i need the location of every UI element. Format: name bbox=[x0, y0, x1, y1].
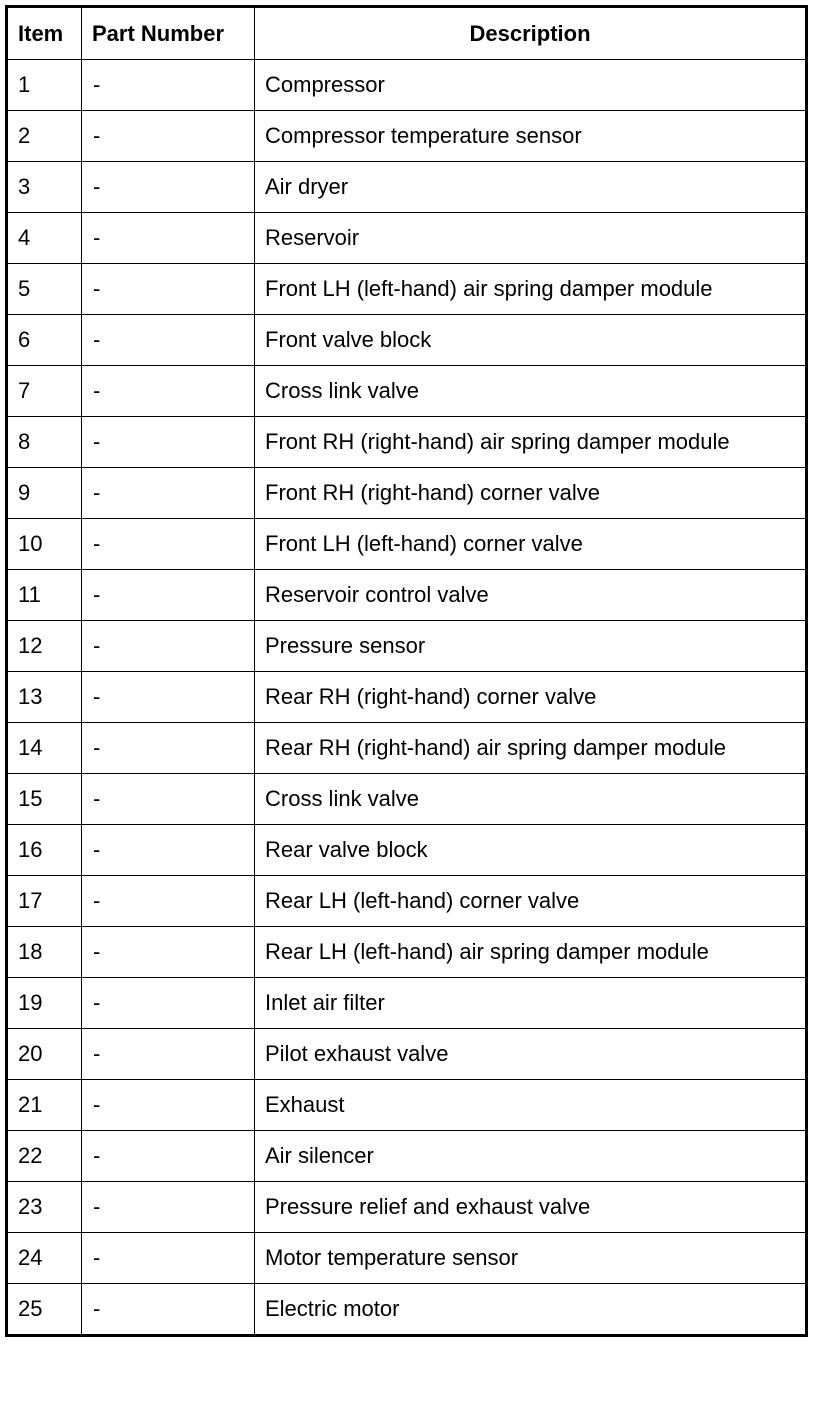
description-cell: Pressure relief and exhaust valve bbox=[255, 1182, 807, 1233]
column-header-description: Description bbox=[255, 7, 807, 60]
part-number-cell: - bbox=[82, 366, 255, 417]
description-cell: Cross link valve bbox=[255, 774, 807, 825]
table-row bbox=[7, 774, 807, 825]
item-number-cell: 11 bbox=[7, 570, 82, 621]
part-number-cell: - bbox=[82, 1284, 255, 1336]
part-number-cell: - bbox=[82, 774, 255, 825]
item-number-cell: 9 bbox=[7, 468, 82, 519]
table-row bbox=[7, 162, 807, 213]
part-number-cell: - bbox=[82, 1182, 255, 1233]
item-number-cell: 5 bbox=[7, 264, 82, 315]
description-cell: Rear valve block bbox=[255, 825, 807, 876]
item-number-cell: 8 bbox=[7, 417, 82, 468]
description-cell: Cross link valve bbox=[255, 366, 807, 417]
table-row bbox=[7, 570, 807, 621]
part-number-cell: - bbox=[82, 672, 255, 723]
description-cell: Electric motor bbox=[255, 1284, 807, 1336]
part-number-cell: - bbox=[82, 876, 255, 927]
description-cell: Front RH (right-hand) air spring damper module bbox=[255, 417, 807, 468]
table-row bbox=[7, 366, 807, 417]
part-number-cell: - bbox=[82, 570, 255, 621]
table-row bbox=[7, 417, 807, 468]
table-header bbox=[7, 7, 807, 60]
table-row bbox=[7, 213, 807, 264]
part-number-cell: - bbox=[82, 1131, 255, 1182]
description-cell: Rear LH (left-hand) corner valve bbox=[255, 876, 807, 927]
item-number-cell: 20 bbox=[7, 1029, 82, 1080]
part-number-cell: - bbox=[82, 315, 255, 366]
item-number-cell: 7 bbox=[7, 366, 82, 417]
description-cell: Pressure sensor bbox=[255, 621, 807, 672]
header-row bbox=[7, 7, 807, 60]
table-row bbox=[7, 1284, 807, 1336]
part-number-cell: - bbox=[82, 978, 255, 1029]
column-header-part-number: Part Number bbox=[82, 7, 255, 60]
table-row bbox=[7, 825, 807, 876]
table-row bbox=[7, 723, 807, 774]
table-row bbox=[7, 1029, 807, 1080]
description-cell: Exhaust bbox=[255, 1080, 807, 1131]
description-cell: Rear LH (left-hand) air spring damper module bbox=[255, 927, 807, 978]
part-number-cell: - bbox=[82, 519, 255, 570]
column-header-item: Item bbox=[7, 7, 82, 60]
table-row bbox=[7, 315, 807, 366]
part-number-cell: - bbox=[82, 162, 255, 213]
item-number-cell: 23 bbox=[7, 1182, 82, 1233]
part-number-cell: - bbox=[82, 723, 255, 774]
table-row bbox=[7, 978, 807, 1029]
table-row bbox=[7, 1080, 807, 1131]
table-row bbox=[7, 468, 807, 519]
item-number-cell: 25 bbox=[7, 1284, 82, 1336]
item-number-cell: 2 bbox=[7, 111, 82, 162]
table-row bbox=[7, 60, 807, 111]
part-number-cell: - bbox=[82, 213, 255, 264]
table-row bbox=[7, 1182, 807, 1233]
description-cell: Inlet air filter bbox=[255, 978, 807, 1029]
description-cell: Front valve block bbox=[255, 315, 807, 366]
description-cell: Compressor temperature sensor bbox=[255, 111, 807, 162]
part-number-cell: - bbox=[82, 468, 255, 519]
item-number-cell: 1 bbox=[7, 60, 82, 111]
description-cell: Front LH (left-hand) corner valve bbox=[255, 519, 807, 570]
part-number-cell: - bbox=[82, 927, 255, 978]
table-row bbox=[7, 519, 807, 570]
item-number-cell: 24 bbox=[7, 1233, 82, 1284]
description-cell: Front LH (left-hand) air spring damper module bbox=[255, 264, 807, 315]
table-row bbox=[7, 876, 807, 927]
table-body bbox=[7, 60, 807, 1336]
item-number-cell: 17 bbox=[7, 876, 82, 927]
description-cell: Motor temperature sensor bbox=[255, 1233, 807, 1284]
item-number-cell: 21 bbox=[7, 1080, 82, 1131]
part-number-cell: - bbox=[82, 621, 255, 672]
part-number-cell: - bbox=[82, 111, 255, 162]
part-number-cell: - bbox=[82, 1233, 255, 1284]
item-number-cell: 13 bbox=[7, 672, 82, 723]
item-number-cell: 6 bbox=[7, 315, 82, 366]
item-number-cell: 19 bbox=[7, 978, 82, 1029]
description-cell: Pilot exhaust valve bbox=[255, 1029, 807, 1080]
part-number-cell: - bbox=[82, 60, 255, 111]
part-number-cell: - bbox=[82, 1029, 255, 1080]
description-cell: Rear RH (right-hand) air spring damper module bbox=[255, 723, 807, 774]
table-row bbox=[7, 672, 807, 723]
table-row bbox=[7, 1233, 807, 1284]
description-cell: Air dryer bbox=[255, 162, 807, 213]
item-number-cell: 12 bbox=[7, 621, 82, 672]
part-number-cell: - bbox=[82, 264, 255, 315]
item-number-cell: 15 bbox=[7, 774, 82, 825]
description-cell: Air silencer bbox=[255, 1131, 807, 1182]
description-cell: Front RH (right-hand) corner valve bbox=[255, 468, 807, 519]
table-row bbox=[7, 111, 807, 162]
item-number-cell: 4 bbox=[7, 213, 82, 264]
description-cell: Compressor bbox=[255, 60, 807, 111]
parts-table bbox=[5, 5, 808, 1337]
table-row bbox=[7, 264, 807, 315]
table-row bbox=[7, 927, 807, 978]
item-number-cell: 22 bbox=[7, 1131, 82, 1182]
part-number-cell: - bbox=[82, 417, 255, 468]
item-number-cell: 14 bbox=[7, 723, 82, 774]
table-row bbox=[7, 621, 807, 672]
description-cell: Rear RH (right-hand) corner valve bbox=[255, 672, 807, 723]
part-number-cell: - bbox=[82, 1080, 255, 1131]
item-number-cell: 16 bbox=[7, 825, 82, 876]
part-number-cell: - bbox=[82, 825, 255, 876]
item-number-cell: 3 bbox=[7, 162, 82, 213]
description-cell: Reservoir bbox=[255, 213, 807, 264]
item-number-cell: 18 bbox=[7, 927, 82, 978]
item-number-cell: 10 bbox=[7, 519, 82, 570]
description-cell: Reservoir control valve bbox=[255, 570, 807, 621]
table-row bbox=[7, 1131, 807, 1182]
